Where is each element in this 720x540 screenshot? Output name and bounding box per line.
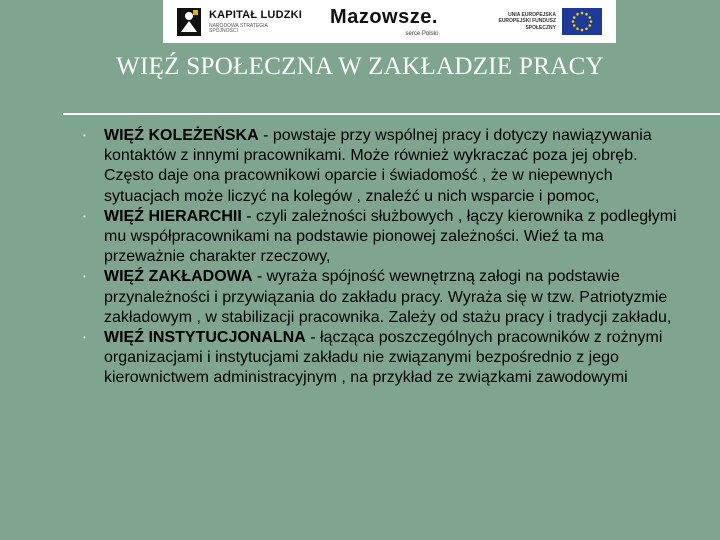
item-text: - wyraża spójność wewnętrzną załogi na podstawie przynależności i przywiązania do zakładu pracy. Wyraża się w tzw. Patriotyzmie zakładowym , w stabilizacji pracownika. Zależy od stażu pracy i tradycji zakładu, <box>104 268 672 326</box>
kapital-ludzki-subtitle: NARODOWA STRATEGIA SPÓJNOŚCI <box>209 22 268 34</box>
mazowsze-title: Mazowsze. <box>330 5 438 28</box>
mazowsze-logo <box>330 7 438 37</box>
eu-flag-icon <box>562 8 602 35</box>
title-divider <box>63 113 720 115</box>
list-item <box>83 126 683 207</box>
eu-logo <box>496 8 602 35</box>
bullet-list <box>83 126 683 389</box>
slide-title: WIĘŹ SPOŁECZNA W ZAKŁADZIE PRACY <box>116 53 604 80</box>
item-term: WIĘŹ KOLEŻEŃSKA <box>104 127 259 144</box>
bullet-icon: • <box>83 131 86 140</box>
bullet-icon: • <box>83 333 86 343</box>
item-text: - łącząca poszczególnych pracowników z rożnymi organizacjami i instytucjami zakładu nie związanymi bezpośrednio z jego kierownictwem administracyjnym , na przykład ze związkami zawodowymi <box>104 329 663 387</box>
mazowsze-subtitle: serce Polski <box>405 30 438 37</box>
kapital-ludzki-logo <box>175 6 302 38</box>
item-text: - czyli zależności służbowych , łączy kierownika z podległymi mu współpracownikami na podstawie pionowej zależności. Wieź ta ma przeważnie charakter rzeczowy, <box>104 207 677 266</box>
list-item <box>83 267 683 328</box>
logo-bar <box>163 0 616 43</box>
kapital-ludzki-title: KAPITAŁ LUDZKI <box>209 8 303 21</box>
item-term: WIĘŹ ZAKŁADOWA <box>104 268 253 286</box>
bullet-icon: • <box>83 211 86 221</box>
bullet-icon: • <box>83 272 86 282</box>
item-term: WIĘŹ INSTYTUCJONALNA <box>104 329 306 347</box>
item-text: - powstaje przy wspólnej pracy i dotyczy nawiązywania kontaktów z innymi pracownikami. Może również wykraczać poza jej obręb. Często daje ona pracownikowi oparcie i świadomość , że w niepewnych sytuacjach może liczyć na kolegów , znaleźć u nich wsparcie i pomoc, <box>104 127 652 205</box>
list-item <box>83 328 683 389</box>
eu-logo-text: UNIA EUROPEJSKA EUROPEJSKI FUNDUSZ SPOŁECZNY <box>498 12 556 31</box>
kapital-ludzki-emblem-icon <box>175 6 203 38</box>
list-item <box>83 207 683 268</box>
item-term: WIĘŹ HIERARCHII <box>104 207 242 225</box>
